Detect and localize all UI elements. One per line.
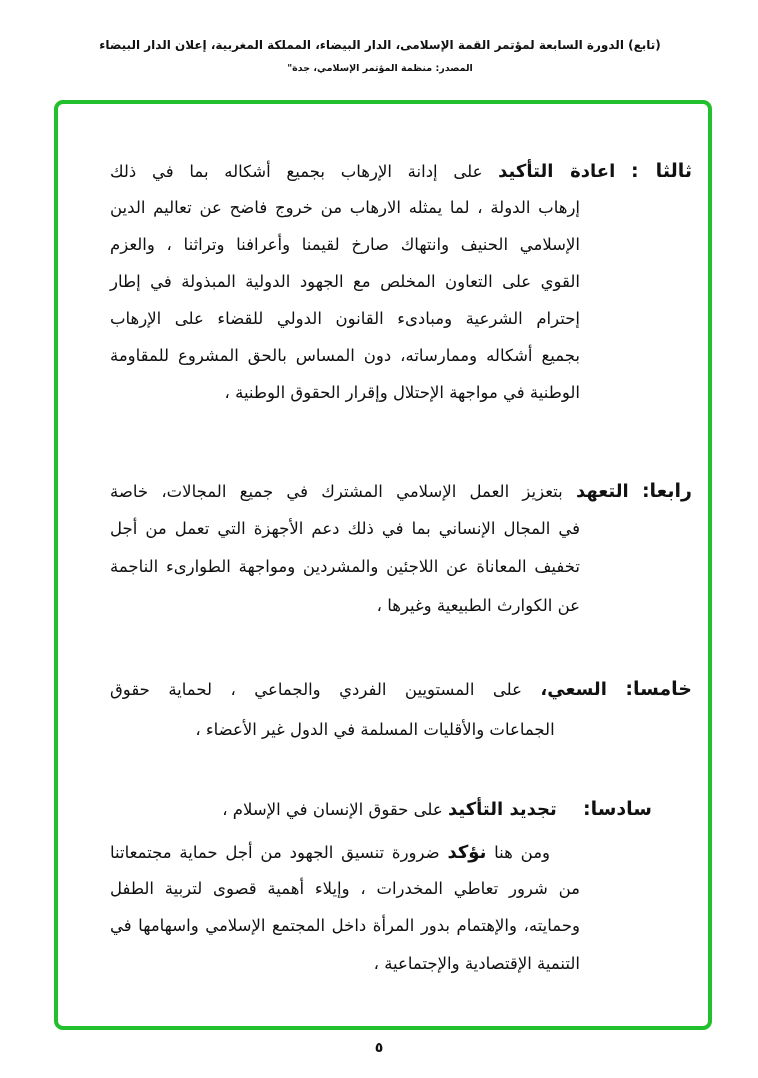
text-line: تخفيف المعاناة عن اللاجئين والمشردين ومواجهة الطوارىء الناجمة <box>110 557 580 576</box>
text-line: في المجال الإنساني بما في ذلك دعم الأجهزة التي تعمل من أجل <box>110 519 580 538</box>
section-label: خامسا: <box>625 678 693 700</box>
section-text: على إدانة الإرهاب بجميع أشكاله بما في ذلك <box>110 162 483 181</box>
section-6-intro-line <box>110 841 550 865</box>
section-text: ضرورة تنسيق الجهود من أجل حماية مجتمعاتنا <box>110 843 440 862</box>
text-line: القوي على التعاون المخلص مع الجهود الدولية المبذولة في إطار <box>110 272 580 291</box>
section-keyword: التعهد <box>575 481 629 502</box>
section-text: ومن هنا <box>494 843 551 862</box>
text-line: وحمايته، والإهتمام بدور المرأة داخل المجتمع الإسلامي واسهامها في <box>110 916 580 935</box>
text-line: إحترام الشرعية ومبادىء القانون الدولي للقضاء على الإرهاب <box>110 309 580 328</box>
section-3-first-line <box>110 159 692 184</box>
section-text: بتعزيز العمل الإسلامي المشترك في جميع المجالات، خاصة <box>110 482 563 501</box>
section-label: رابعا: <box>641 480 692 502</box>
text-line: الإسلامي الحنيف وانتهاك صارخ لقيمنا وأعرافنا وتراثنا ، والعزم <box>110 235 580 254</box>
text-line: الوطنية في مواجهة الإحتلال وإقرار الحقوق الوطنية ، <box>224 383 580 402</box>
section-keyword: اعادة التأكيد <box>498 161 616 182</box>
section-keyword: تجديد التأكيد <box>447 799 557 820</box>
document-header-title: (تابع) الدورة السابعة لمؤتمر القمة الإسلامى، الدار البيضاء، المملكة المغربية، إعلان الدار البيضاء <box>99 38 661 52</box>
text-line: بجميع أشكاله وممارساته، دون المساس بالحق المشروع للمقاومة <box>110 346 580 365</box>
section-text: على المستويين الفردي والجماعي ، لحماية حقوق <box>110 680 522 699</box>
section-text: على حقوق الإنسان في الإسلام ، <box>222 800 443 819</box>
document-source: المصدر: منظمة المؤتمر الإسلامي، جدة" <box>287 63 473 74</box>
section-label: ثالثا : <box>630 160 692 182</box>
text-line: التنمية الإقتصادية والإجتماعية ، <box>373 954 580 973</box>
section-keyword: السعي، <box>540 679 607 700</box>
text-line: الجماعات والأقليات المسلمة في الدول غير الأعضاء ، <box>195 720 555 739</box>
section-4-first-line <box>110 479 692 504</box>
section-keyword: نؤكد <box>447 842 487 863</box>
text-line: إرهاب الدولة ، لما يمثله الارهاب من خروج فاضح عن تعاليم الدين <box>110 198 580 217</box>
text-line: عن الكوارث الطبيعية وغيرها ، <box>376 596 580 615</box>
text-line: من شرور تعاطي المخدرات ، وإيلاء أهمية قصوى لتربية الطفل <box>110 879 580 898</box>
section-6-heading <box>190 797 652 822</box>
section-5-first-line <box>110 677 692 702</box>
page-number: ٥ <box>374 1040 384 1056</box>
section-label: سادسا: <box>583 798 652 820</box>
